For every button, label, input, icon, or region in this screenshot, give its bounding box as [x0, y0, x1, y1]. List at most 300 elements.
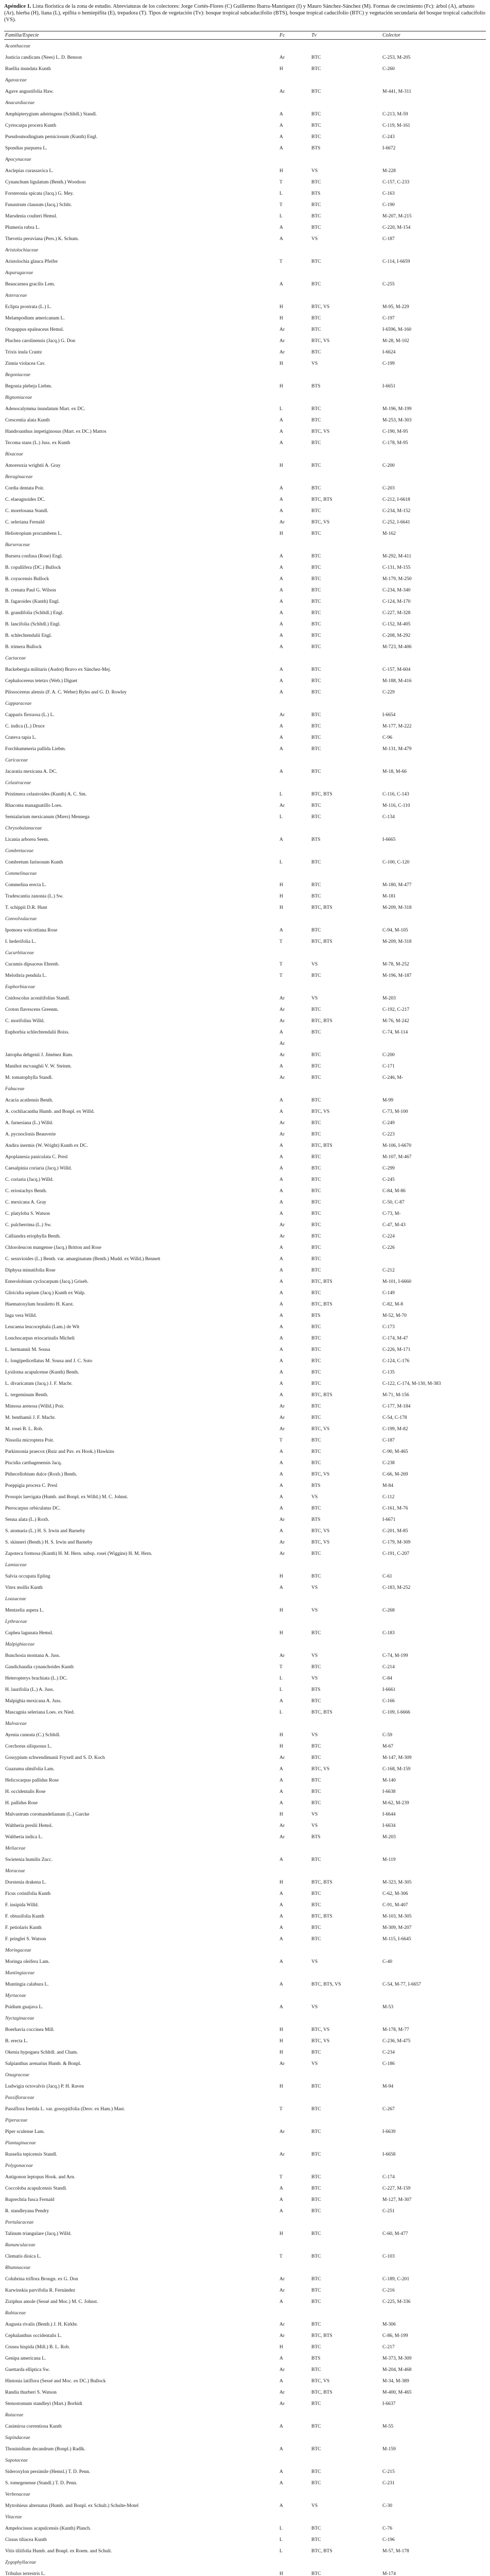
species-name: B. grandifolia (Schltdl.) Engl.	[5, 611, 64, 616]
collector-number: C-199, M-82	[382, 1427, 408, 1432]
species-row	[4, 2568, 486, 2576]
species-name: L. hermannii M. Sousa	[5, 1347, 50, 1352]
species-name: Aristolochia glauca Pfeifer	[5, 259, 58, 264]
species-name: Chloroleucon mangense (Jacq.) Britton and Rose	[5, 1245, 101, 1250]
family-row	[4, 471, 486, 483]
species-name: Vitex mollis Kunth	[5, 1585, 43, 1590]
species-row	[4, 2387, 486, 2398]
growth-form: H	[279, 883, 283, 888]
growth-form: A	[279, 1359, 283, 1364]
species-name: Malvastrum coromandelianum (L.) Garcke	[5, 1812, 90, 1817]
growth-form: H	[279, 168, 283, 174]
growth-form: T	[279, 962, 283, 967]
vegetation-type: BTC	[311, 588, 321, 593]
collector-number: M-107, M-467	[382, 1155, 412, 1160]
collector-number: C-73, M-	[382, 1211, 401, 1216]
growth-form: A	[279, 1461, 283, 1466]
vegetation-type: BTS	[311, 1517, 321, 1522]
growth-form: A	[279, 1155, 283, 1160]
growth-form: A	[279, 1925, 283, 1930]
species-row	[4, 1355, 486, 1367]
family-row	[4, 154, 486, 165]
growth-form: A	[279, 1529, 283, 1534]
species-row	[4, 800, 486, 811]
collector-number: C-223	[382, 1132, 395, 1137]
collector-number: C-166	[382, 1699, 395, 1704]
species-name: M. rosei B. L. Rob.	[5, 1427, 43, 1432]
species-row	[4, 131, 486, 143]
growth-form: A	[279, 2209, 283, 2214]
collector-number: C-255	[382, 282, 395, 287]
species-name: Crescentia alata Kunth	[5, 418, 50, 423]
species-row	[4, 1979, 486, 1990]
family-row	[4, 1594, 486, 1605]
species-row	[4, 211, 486, 222]
collector-number: C-134	[382, 815, 395, 820]
species-name: Croton flavescens Greenm.	[5, 1007, 59, 1012]
vegetation-type: BTC	[311, 2288, 321, 2293]
family-row	[4, 2138, 486, 2149]
species-row	[4, 1786, 486, 1798]
vegetation-type: BTC	[311, 1699, 321, 1704]
vegetation-type: BTC	[311, 973, 321, 978]
family-name: Boraginaceae	[5, 474, 33, 480]
species-name: B. erecta L.	[5, 2039, 28, 2044]
collector-number: C-84, M-86	[382, 1189, 406, 1194]
growth-form: A	[279, 1177, 283, 1182]
collector-number: M-101, I-6660	[382, 1279, 411, 1284]
species-name: I. hederifolia L.	[5, 939, 36, 944]
species-name: Tribulus terrestris L.	[5, 2571, 46, 2576]
family-row	[4, 290, 486, 301]
species-name: C. indica (L.) Druce	[5, 724, 45, 729]
species-name: Spondias purpurea L.	[5, 146, 47, 151]
vegetation-type: BTC	[311, 2209, 321, 2214]
growth-form: T	[279, 2175, 283, 2180]
species-name: Genipa americana L.	[5, 2356, 46, 2361]
species-name: C. coriaria (Jacq.) Willd.	[5, 1177, 54, 1182]
vegetation-type: BTC	[311, 724, 321, 729]
species-row	[4, 1208, 486, 1219]
collector-number: M-106, I-6670	[382, 1143, 411, 1148]
species-name: Casimiroa correntiosa Kunth	[5, 2424, 62, 2429]
species-row	[4, 335, 486, 347]
species-row	[4, 2319, 486, 2330]
growth-form: A	[279, 611, 283, 616]
growth-form: A	[279, 1483, 283, 1488]
species-row	[4, 1741, 486, 1752]
family-row	[4, 2092, 486, 2104]
species-row	[4, 2274, 486, 2285]
family-row	[4, 97, 486, 109]
collector-number: M-34, M-389	[382, 2379, 409, 2384]
family-name: Sapotaceae	[5, 2458, 28, 2463]
vegetation-type: VS	[311, 1812, 318, 1817]
vegetation-type: BTC, VS	[311, 1529, 330, 1534]
family-row	[4, 267, 486, 279]
family-row	[4, 1639, 486, 1650]
vegetation-type: BTC	[311, 2526, 321, 2531]
vegetation-type: BTC	[311, 894, 321, 899]
species-row	[4, 403, 486, 415]
growth-form: L	[279, 191, 283, 196]
family-row	[4, 2217, 486, 2228]
species-row	[4, 1219, 486, 1231]
family-name: Onagraceae	[5, 2073, 29, 2078]
species-row	[4, 358, 486, 369]
species-name: A. cochliacantha Humb. and Bonpl. ex Willd.	[5, 1109, 95, 1114]
species-name: Licania arborea Seem.	[5, 837, 49, 842]
collector-number: I-6596, M-160	[382, 327, 411, 332]
species-name: Combretum farinosum Kunth	[5, 860, 63, 865]
species-name: L. divaricatum (Jacq.) J. F. Macbr.	[5, 1381, 73, 1386]
species-name: Trixis inula Crantz	[5, 350, 42, 355]
collector-number: M-228	[382, 168, 396, 174]
species-row	[4, 2081, 486, 2092]
species-row	[4, 1287, 486, 1299]
collector-number: C-73, M-100	[382, 1109, 408, 1114]
growth-form: T	[279, 2107, 283, 2112]
species-row	[4, 641, 486, 653]
species-name: Coccoloba acapulcensis Standl.	[5, 2186, 67, 2191]
growth-form: A	[279, 1064, 283, 1069]
species-row	[4, 857, 486, 868]
species-row	[4, 1628, 486, 1639]
vegetation-type: BTC, VS	[311, 520, 330, 525]
collector-number: C-216	[382, 2288, 395, 2293]
collector-number: C-183	[382, 1631, 395, 1636]
collector-number: C-54, C-178	[382, 1415, 407, 1420]
collector-number: C-212, I-6618	[382, 497, 410, 502]
vegetation-type: BTC	[311, 2401, 321, 2406]
species-name: B. schlechtendalii Engl.	[5, 633, 52, 638]
vegetation-type: BTC, BTS, VS	[311, 1982, 341, 1987]
vegetation-type: BTC	[311, 1755, 321, 1760]
collector-number: C-189, C-201	[382, 2277, 410, 2282]
species-name: Asclepias curassavica L.	[5, 168, 54, 174]
species-row	[4, 834, 486, 845]
collector-number: C-149	[382, 1291, 395, 1296]
family-name: Caricaceae	[5, 758, 28, 763]
vegetation-type: BTC	[311, 180, 321, 185]
family-row	[4, 2489, 486, 2500]
growth-form: H	[279, 304, 283, 310]
growth-form: H	[279, 463, 283, 468]
growth-form: A	[279, 577, 283, 582]
vegetation-type: BTC	[311, 509, 321, 514]
collector-number: M-115, I-6645	[382, 1937, 411, 1942]
vegetation-type: BTC	[311, 803, 321, 808]
growth-form: Ar	[279, 55, 285, 60]
species-name: Semialarium mexicanum (Miers) Mennega	[5, 815, 90, 820]
species-row	[4, 607, 486, 619]
species-name: Agave angustifolia Haw.	[5, 89, 54, 94]
vegetation-type: BTC	[311, 928, 321, 933]
species-row	[4, 2002, 486, 2013]
species-row	[4, 1548, 486, 1560]
family-row	[4, 981, 486, 993]
species-name: Amphipterygium adstringens (Schltdl.) Standl.	[5, 112, 97, 117]
collector-number: M-99	[382, 1098, 394, 1103]
species-name: Cordia dentata Poir.	[5, 486, 44, 491]
species-name: C. morelosana Standl.	[5, 509, 48, 514]
species-row	[4, 528, 486, 539]
collector-number: M-180, M-477	[382, 883, 412, 888]
collector-number: C-246, M-	[382, 1075, 404, 1080]
family-name: Celastraceae	[5, 781, 31, 786]
vegetation-type: BTC	[311, 1778, 321, 1783]
growth-form: Ar	[279, 2367, 285, 2372]
collector-number: C-119, M-161	[382, 123, 411, 128]
family-row	[4, 392, 486, 403]
family-name: Muntingiaceae	[5, 1971, 34, 1976]
species-name: T. schippii D.R. Hunt	[5, 905, 47, 910]
species-name: Bunchosia montana A. Juss.	[5, 1653, 60, 1658]
vegetation-type: BTC	[311, 1381, 321, 1386]
species-row	[4, 2364, 486, 2376]
species-name: Otopappus epaleaceus Hemsl.	[5, 327, 64, 332]
collector-number: I-6637	[382, 2401, 396, 2406]
table-caption	[4, 3, 486, 23]
collector-number: M-181	[382, 894, 396, 899]
growth-form: Ar	[279, 1755, 285, 1760]
species-name: F. pringlei S. Watson	[5, 1937, 46, 1942]
vegetation-type: BTC, BTS	[311, 792, 332, 797]
species-name: Antigonon leptopus Hook. and Arn.	[5, 2175, 76, 2180]
species-row	[4, 2036, 486, 2047]
species-name: Randia thurberi S. Watson	[5, 2390, 57, 2395]
vegetation-type: BTC	[311, 1551, 321, 1556]
collector-number: C-84	[382, 1676, 392, 1681]
vegetation-type: BTC	[311, 1155, 321, 1160]
vegetation-type: VS	[311, 996, 318, 1001]
collector-number: I-6671	[382, 1517, 396, 1522]
species-row	[4, 1367, 486, 1378]
growth-form: A	[279, 1449, 283, 1454]
species-name: C. elaeagnoides DC.	[5, 497, 46, 502]
growth-form: A	[279, 1914, 283, 1919]
vegetation-type: VS	[311, 361, 318, 366]
collector-number: C-76	[382, 2526, 392, 2531]
species-name: Thouinidium decandrum (Bonpl.) Radlk.	[5, 2447, 85, 2452]
species-row	[4, 1004, 486, 1015]
species-name: Jatropha dehgenii J. Jiménez Ram.	[5, 1053, 73, 1058]
growth-form: Ar	[279, 1653, 285, 1658]
species-name: C. platyloba S. Watson	[5, 1211, 50, 1216]
growth-form: L	[279, 2526, 283, 2531]
family-row	[4, 2070, 486, 2081]
species-row	[4, 2194, 486, 2206]
species-row	[4, 664, 486, 675]
growth-form: H	[279, 1744, 283, 1749]
growth-form: H	[279, 1880, 283, 1885]
collector-number: M-323, M-305	[382, 1880, 412, 1885]
family-row	[4, 2115, 486, 2126]
growth-form: Ar	[279, 1404, 285, 1409]
species-name: Senna alata (L.) Roxb.	[5, 1517, 49, 1522]
vegetation-type: BTC, VS	[311, 429, 330, 434]
growth-form: A	[279, 1857, 283, 1862]
vegetation-type: BTC	[311, 565, 321, 570]
species-row	[4, 1061, 486, 1072]
species-row	[4, 1526, 486, 1537]
vegetation-type: BTC	[311, 1189, 321, 1194]
species-row	[4, 1662, 486, 1673]
family-name: Burseraceae	[5, 543, 30, 548]
vegetation-type: BTC	[311, 1234, 321, 1239]
growth-form: A	[279, 2299, 283, 2304]
family-name: Portulacaceae	[5, 2220, 34, 2225]
species-name: Cissus tiliacea Kunth	[5, 2537, 47, 2543]
family-name: Asparagaceae	[5, 270, 33, 276]
species-row	[4, 811, 486, 823]
species-name: Apoplanesia paniculata C. Presl	[5, 1155, 68, 1160]
species-name: Crusea hispida (Mill.) B. L. Rob.	[5, 2345, 70, 2350]
collector-number: C-96	[382, 735, 392, 740]
species-row	[4, 2104, 486, 2115]
vegetation-type: VS	[311, 236, 318, 242]
species-row	[4, 1809, 486, 1820]
growth-form: Ar	[279, 1132, 285, 1137]
table-body	[4, 41, 486, 2576]
species-row	[4, 1174, 486, 1185]
growth-form: Ar	[279, 1121, 285, 1126]
species-name: Inga vera Willd.	[5, 1313, 37, 1318]
species-row	[4, 902, 486, 913]
species-name: Enterolobium cyclocarpum (Jacq.) Griseb.	[5, 1279, 89, 1284]
species-name: Sideroxylon persimile (Hemsl.) T. D. Penn.	[5, 2469, 91, 2475]
family-name: Loasaceae	[5, 1597, 26, 1602]
species-name: Cephalanthus occidentalis L.	[5, 2333, 62, 2338]
collector-number: C-251	[382, 2209, 395, 2214]
growth-form: A	[279, 134, 283, 140]
species-row	[4, 1265, 486, 1276]
vegetation-type: BTC	[311, 1177, 321, 1182]
species-row	[4, 2126, 486, 2138]
growth-form: Ar	[279, 350, 285, 355]
family-row	[4, 777, 486, 789]
collector-number: M-196, M-187	[382, 973, 412, 978]
species-row	[4, 1038, 486, 1049]
growth-form: Ar	[279, 89, 285, 94]
species-row	[4, 1253, 486, 1265]
collector-number: C-226, M-171	[382, 1347, 411, 1352]
vegetation-type: BTS	[311, 1835, 321, 1840]
species-name: S. atomaria (L.) H. S. Irwin and Barneby	[5, 1529, 85, 1534]
collector-number: M-131, M-479	[382, 747, 412, 752]
family-name: Rhamnaceae	[5, 2265, 31, 2270]
vegetation-type: BTC	[311, 1903, 321, 1908]
collector-number: M-174	[382, 2571, 396, 2576]
vegetation-type: BTC	[311, 259, 321, 264]
family-name: Commelinaceae	[5, 871, 37, 876]
growth-form: H	[279, 894, 283, 899]
collector-number: C-112	[382, 1495, 395, 1500]
species-row	[4, 2058, 486, 2070]
family-name: Bignoniaceae	[5, 395, 32, 400]
species-row	[4, 687, 486, 698]
collector-number: I-6658	[382, 2152, 396, 2157]
collector-number: I-6665	[382, 837, 396, 842]
species-name: Zinnia violacea Cav.	[5, 361, 46, 366]
species-name: Talinum triangulare (Jacq.) Willd.	[5, 2231, 72, 2236]
growth-form: A	[279, 1336, 283, 1341]
growth-form: H	[279, 2231, 283, 2236]
growth-form: Ar	[279, 1007, 285, 1012]
species-name: Melothria pendula L.	[5, 973, 47, 978]
vegetation-type: BTC	[311, 1789, 321, 1794]
growth-form: T	[279, 180, 283, 185]
growth-form: A	[279, 2379, 283, 2384]
species-name: Mascagnia seleriana Loes. ex Nied.	[5, 1710, 75, 1715]
family-name: Nyctaginaceae	[5, 2016, 34, 2021]
species-name: Ruellia inundata Kunth	[5, 66, 51, 72]
vegetation-type: VS	[311, 2061, 318, 2066]
growth-form: Ar	[279, 1234, 285, 1239]
collector-number: C-187	[382, 236, 395, 242]
collector-number: C-100, C-120	[382, 860, 410, 865]
vegetation-type: BTC	[311, 1438, 321, 1443]
collector-number: C-260	[382, 66, 395, 72]
family-row	[4, 755, 486, 766]
collector-number: I-6639	[382, 2129, 396, 2134]
collector-number: C-191, C-207	[382, 1551, 410, 1556]
species-name: F. petiolaris Kunth	[5, 1925, 42, 1930]
collector-number: C-187	[382, 1438, 395, 1443]
collector-number: C-212	[382, 1268, 395, 1273]
family-row	[4, 1718, 486, 1730]
growth-form: A	[279, 1211, 283, 1216]
collector-number: C-201, M-85	[382, 1529, 408, 1534]
vegetation-type: BTC	[311, 1891, 321, 1896]
species-name: B. coyucensis Bullock	[5, 577, 49, 582]
species-name: Cyrtocarpa procera Kunth	[5, 123, 57, 128]
family-row	[4, 75, 486, 86]
collector-number: C-174	[382, 2175, 395, 2180]
collector-number: C-200	[382, 1053, 395, 1058]
vegetation-type: BTC, VS	[311, 2379, 330, 2384]
family-name: Convolvulaceae	[5, 917, 37, 922]
vegetation-type: BTC	[311, 225, 321, 230]
species-name: R. standleyana Pendry	[5, 2209, 49, 2214]
vegetation-type: BTC	[311, 2050, 321, 2055]
species-row	[4, 1095, 486, 1106]
collector-number: C-234, M-340	[382, 588, 411, 593]
collector-number: I-6654	[382, 713, 396, 718]
species-name: Pterocarpus orbiculatus DC.	[5, 1506, 61, 1511]
growth-form: A	[279, 1903, 283, 1908]
species-name: Ipomoea wolcottiana Rose	[5, 928, 58, 933]
collector-number: C-157, C-233	[382, 180, 410, 185]
growth-form: H	[279, 2345, 283, 2350]
vegetation-type: BTC, BTS	[311, 939, 332, 944]
growth-form: Ar	[279, 327, 285, 332]
vegetation-type: BTC	[311, 883, 321, 888]
species-row	[4, 2285, 486, 2296]
species-name: Ludwigia octovalvis (Jacq.) P. H. Raven	[5, 2084, 84, 2089]
vegetation-type: BTC	[311, 1064, 321, 1069]
species-row	[4, 2183, 486, 2194]
growth-form: A	[279, 1347, 283, 1352]
species-name: Tradescantia zanonia (L.) Sw.	[5, 894, 64, 899]
collector-number: C-220, M-154	[382, 225, 411, 230]
collector-number: C-234, M-152	[382, 509, 411, 514]
vegetation-type: BTC, BTS	[311, 2390, 332, 2395]
species-row	[4, 381, 486, 392]
species-row	[4, 2342, 486, 2353]
vegetation-type: VS	[311, 1823, 318, 1828]
species-row	[4, 1911, 486, 1922]
